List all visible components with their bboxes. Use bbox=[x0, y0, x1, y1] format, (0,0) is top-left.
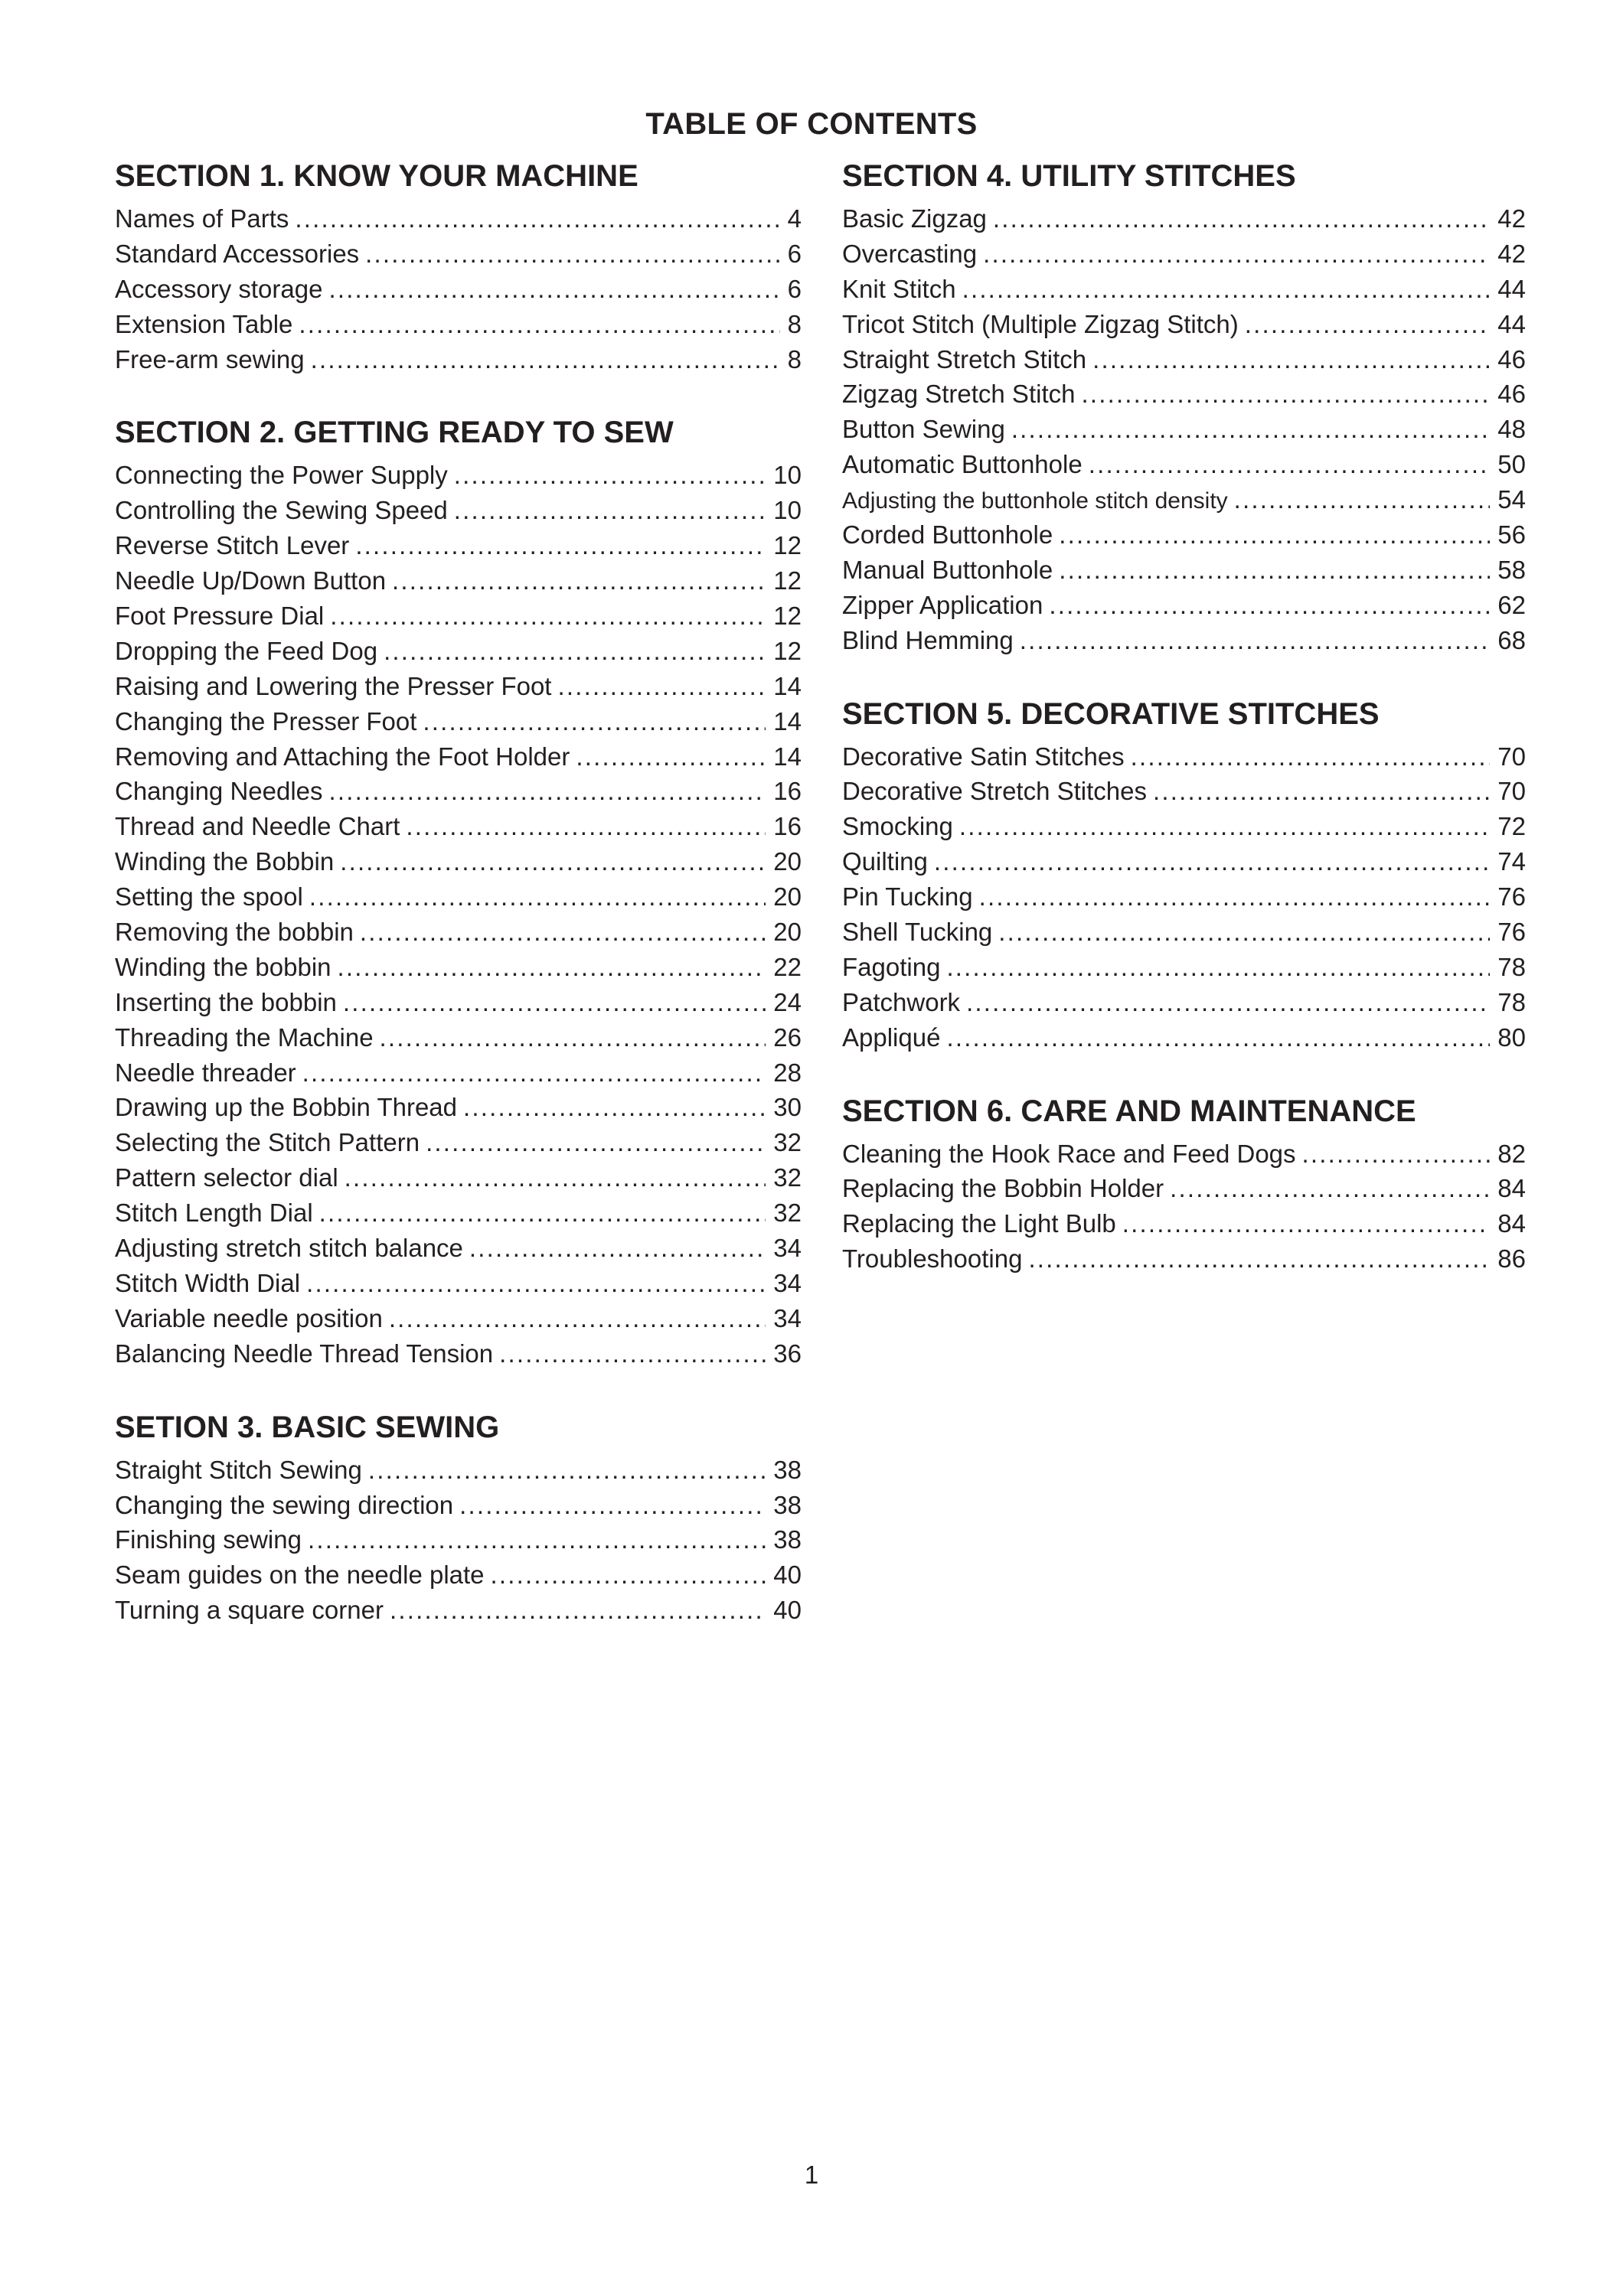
toc-entry-title: Inserting the bobbin bbox=[115, 987, 337, 1016]
dot-leader bbox=[295, 201, 779, 236]
section-heading: SECTION 1. KNOW YOUR MACHINE bbox=[115, 159, 638, 193]
dot-leader bbox=[998, 915, 1490, 950]
toc-entry-page: 8 bbox=[787, 309, 802, 338]
toc-entry-title: Smocking bbox=[842, 812, 953, 841]
toc-entry-title: Changing the sewing direction bbox=[115, 1490, 454, 1519]
toc-entry[interactable] bbox=[115, 669, 802, 704]
toc-entry[interactable] bbox=[842, 879, 1526, 915]
toc-entry-title: Variable needle position bbox=[115, 1303, 383, 1332]
toc-entry[interactable] bbox=[842, 623, 1526, 658]
toc-entry-page: 38 bbox=[773, 1525, 802, 1554]
toc-entry-page: 34 bbox=[773, 1234, 802, 1263]
toc-entry[interactable] bbox=[115, 458, 802, 493]
toc-list bbox=[842, 739, 1526, 1055]
toc-entry-page: 46 bbox=[1497, 380, 1526, 409]
dot-leader bbox=[454, 493, 766, 528]
toc-list bbox=[115, 458, 802, 1371]
toc-entry[interactable] bbox=[115, 1557, 802, 1593]
toc-entry-page: 20 bbox=[773, 882, 802, 912]
toc-entry[interactable] bbox=[115, 634, 802, 669]
toc-entry-page: 42 bbox=[1497, 204, 1526, 233]
toc-entry-page: 42 bbox=[1497, 239, 1526, 268]
toc-entry-page: 12 bbox=[773, 636, 802, 665]
toc-entry-title: Finishing sewing bbox=[115, 1525, 302, 1554]
toc-entry-title: Replacing the Bobbin Holder bbox=[842, 1174, 1164, 1203]
toc-entry[interactable] bbox=[115, 307, 802, 342]
dot-leader bbox=[406, 809, 766, 844]
toc-entry-title: Adjusting the buttonhole stitch density bbox=[842, 488, 1228, 514]
toc-entry-title: Needle threader bbox=[115, 1058, 296, 1087]
dot-leader bbox=[934, 844, 1490, 879]
toc-entry[interactable] bbox=[115, 844, 802, 879]
toc-entry-title: Straight Stitch Sewing bbox=[115, 1455, 362, 1484]
toc-entry-title: Dropping the Feed Dog bbox=[115, 636, 378, 665]
toc-entry-title: Thread and Needle Chart bbox=[115, 812, 400, 841]
toc-entry-title: Winding the Bobbin bbox=[115, 847, 335, 876]
toc-entry-page: 38 bbox=[773, 1455, 802, 1484]
dot-leader bbox=[380, 1020, 766, 1055]
toc-entry-page: 6 bbox=[787, 239, 802, 268]
toc-entry[interactable] bbox=[842, 950, 1526, 985]
toc-entry[interactable] bbox=[842, 774, 1526, 809]
toc-entry-page: 32 bbox=[773, 1163, 802, 1192]
toc-entry[interactable] bbox=[842, 272, 1526, 307]
toc-section bbox=[842, 1092, 1526, 1277]
toc-entry[interactable] bbox=[842, 377, 1526, 412]
toc-list bbox=[115, 201, 802, 377]
toc-entry[interactable] bbox=[842, 844, 1526, 879]
toc-entry[interactable] bbox=[115, 1055, 802, 1091]
dot-leader bbox=[360, 915, 766, 950]
dot-leader bbox=[343, 985, 766, 1020]
toc-entry-title: Patchwork bbox=[842, 987, 961, 1016]
dot-leader bbox=[345, 1160, 766, 1195]
dot-leader bbox=[426, 1125, 766, 1160]
toc-entry[interactable] bbox=[842, 985, 1526, 1020]
toc-entry-page: 58 bbox=[1497, 555, 1526, 584]
toc-entry-page: 32 bbox=[773, 1199, 802, 1228]
dot-leader bbox=[1131, 739, 1491, 775]
toc-entry-page: 78 bbox=[1497, 987, 1526, 1016]
dot-leader bbox=[1089, 447, 1491, 482]
toc-entry[interactable] bbox=[115, 1231, 802, 1266]
toc-entry-title: Seam guides on the needle plate bbox=[115, 1561, 485, 1590]
left-column bbox=[115, 157, 802, 1628]
dot-leader bbox=[1153, 774, 1490, 809]
toc-entry-title: Turning a square corner bbox=[115, 1596, 384, 1625]
toc-entry[interactable] bbox=[115, 342, 802, 377]
toc-entry-title: Pin Tucking bbox=[842, 882, 973, 912]
dot-leader bbox=[1245, 307, 1491, 342]
section-heading: SECTION 5. DECORATIVE STITCHES bbox=[842, 696, 1380, 731]
toc-entry-title: Replacing the Light Bulb bbox=[842, 1209, 1116, 1238]
toc-entry-page: 70 bbox=[1497, 777, 1526, 806]
toc-entry-title: Basic Zigzag bbox=[842, 204, 987, 233]
toc-entry-page: 72 bbox=[1497, 812, 1526, 841]
page-title: TABLE OF CONTENTS bbox=[645, 107, 978, 141]
dot-leader bbox=[959, 809, 1490, 844]
toc-entry-page: 50 bbox=[1497, 450, 1526, 479]
toc-entry-page: 12 bbox=[773, 531, 802, 560]
toc-entry-title: Extension Table bbox=[115, 309, 293, 338]
dot-leader bbox=[355, 528, 766, 563]
toc-list bbox=[842, 1137, 1526, 1277]
toc-list bbox=[842, 201, 1526, 658]
toc-entry[interactable] bbox=[115, 1125, 802, 1160]
toc-entry-title: Knit Stitch bbox=[842, 274, 956, 303]
dot-leader bbox=[979, 879, 1491, 915]
dot-leader bbox=[392, 563, 766, 598]
toc-entry-title: Drawing up the Bobbin Thread bbox=[115, 1093, 458, 1122]
toc-entry-page: 80 bbox=[1497, 1022, 1526, 1052]
section-heading: SETION 3. BASIC SEWING bbox=[115, 1410, 500, 1444]
dot-leader bbox=[1092, 342, 1490, 377]
toc-entry-title: Reverse Stitch Lever bbox=[115, 531, 350, 560]
toc-entry[interactable] bbox=[115, 739, 802, 775]
toc-entry-page: 36 bbox=[773, 1339, 802, 1368]
dot-leader bbox=[469, 1231, 766, 1266]
right-column bbox=[842, 157, 1526, 1277]
dot-leader bbox=[338, 950, 766, 985]
toc-entry-page: 38 bbox=[773, 1490, 802, 1519]
dot-leader bbox=[299, 307, 779, 342]
toc-entry-title: Stitch Width Dial bbox=[115, 1268, 301, 1297]
dot-leader bbox=[329, 774, 766, 809]
toc-entry[interactable] bbox=[842, 447, 1526, 482]
toc-entry-title: Changing Needles bbox=[115, 777, 323, 806]
toc-entry[interactable] bbox=[115, 774, 802, 809]
toc-entry-page: 26 bbox=[773, 1022, 802, 1052]
dot-leader bbox=[319, 1195, 766, 1231]
toc-entry-title: Cleaning the Hook Race and Feed Dogs bbox=[842, 1139, 1296, 1168]
toc-entry-page: 12 bbox=[773, 602, 802, 631]
section-heading: SECTION 6. CARE AND MAINTENANCE bbox=[842, 1094, 1416, 1128]
toc-entry[interactable] bbox=[115, 1336, 802, 1371]
toc-entry-title: Shell Tucking bbox=[842, 918, 993, 947]
dot-leader bbox=[1170, 1171, 1490, 1206]
toc-entry-page: 56 bbox=[1497, 520, 1526, 550]
toc-entry-page: 76 bbox=[1497, 882, 1526, 912]
toc-entry[interactable] bbox=[842, 201, 1526, 236]
toc-entry-title: Button Sewing bbox=[842, 415, 1005, 444]
dot-leader bbox=[302, 1055, 766, 1091]
toc-entry-page: 76 bbox=[1497, 918, 1526, 947]
toc-entry-title: Selecting the Stitch Pattern bbox=[115, 1128, 420, 1157]
toc-entry-page: 84 bbox=[1497, 1209, 1526, 1238]
toc-entry-title: Foot Pressure Dial bbox=[115, 602, 325, 631]
dot-leader bbox=[1122, 1206, 1491, 1241]
toc-entry[interactable] bbox=[115, 809, 802, 844]
toc-entry[interactable] bbox=[842, 236, 1526, 272]
dot-leader bbox=[1059, 517, 1490, 553]
toc-entry-title: Accessory storage bbox=[115, 274, 323, 303]
toc-entry-page: 82 bbox=[1497, 1139, 1526, 1168]
toc-section bbox=[115, 157, 802, 377]
toc-entry[interactable] bbox=[842, 809, 1526, 844]
dot-leader bbox=[311, 342, 780, 377]
toc-entry[interactable] bbox=[115, 950, 802, 985]
dot-leader bbox=[1049, 588, 1490, 623]
toc-entry[interactable] bbox=[842, 1020, 1526, 1055]
toc-entry-page: 40 bbox=[773, 1596, 802, 1625]
toc-entry[interactable] bbox=[115, 563, 802, 598]
toc-entry-title: Straight Stretch Stitch bbox=[842, 344, 1087, 373]
toc-entry[interactable] bbox=[115, 1301, 802, 1336]
toc-entry[interactable] bbox=[842, 1137, 1526, 1172]
toc-entry-page: 78 bbox=[1497, 952, 1526, 981]
dot-leader bbox=[328, 272, 779, 307]
toc-entry-page: 54 bbox=[1497, 485, 1526, 514]
dot-leader bbox=[993, 201, 1490, 236]
toc-entry-page: 30 bbox=[773, 1093, 802, 1122]
dot-leader bbox=[1081, 377, 1490, 412]
toc-entry[interactable] bbox=[842, 1171, 1526, 1206]
toc-entry-page: 84 bbox=[1497, 1174, 1526, 1203]
toc-entry[interactable] bbox=[115, 879, 802, 915]
toc-section bbox=[842, 157, 1526, 658]
toc-entry-page: 62 bbox=[1497, 590, 1526, 619]
page-number: 1 bbox=[804, 2161, 819, 2189]
toc-entry[interactable] bbox=[115, 272, 802, 307]
toc-entry-page: 20 bbox=[773, 918, 802, 947]
toc-entry[interactable] bbox=[842, 517, 1526, 553]
toc-entry[interactable] bbox=[115, 236, 802, 272]
toc-entry-title: Removing the bobbin bbox=[115, 918, 354, 947]
toc-entry-title: Manual Buttonhole bbox=[842, 555, 1053, 584]
toc-entry[interactable] bbox=[842, 588, 1526, 623]
toc-entry-page: 34 bbox=[773, 1268, 802, 1297]
dot-leader bbox=[330, 598, 766, 634]
toc-entry-title: Tricot Stitch (Multiple Zigzag Stitch) bbox=[842, 309, 1239, 338]
dot-leader bbox=[454, 458, 766, 493]
dot-leader bbox=[557, 669, 766, 704]
toc-entry-title: Free-arm sewing bbox=[115, 344, 305, 373]
dot-leader bbox=[1302, 1137, 1491, 1172]
toc-entry-page: 40 bbox=[773, 1561, 802, 1590]
toc-entry-title: Blind Hemming bbox=[842, 625, 1014, 654]
toc-entry-page: 70 bbox=[1497, 742, 1526, 771]
dot-leader bbox=[1020, 623, 1491, 658]
toc-entry[interactable] bbox=[842, 482, 1526, 517]
toc-entry-page: 34 bbox=[773, 1303, 802, 1332]
toc-entry[interactable] bbox=[842, 553, 1526, 588]
toc-entry-title: Controlling the Sewing Speed bbox=[115, 496, 448, 525]
toc-entry-title: Threading the Machine bbox=[115, 1022, 374, 1052]
toc-entry-title: Raising and Lowering the Presser Foot bbox=[115, 671, 552, 700]
toc-entry-page: 16 bbox=[773, 812, 802, 841]
dot-leader bbox=[1011, 412, 1490, 447]
dot-leader bbox=[384, 634, 766, 669]
toc-section bbox=[115, 1408, 802, 1628]
toc-entry-page: 10 bbox=[773, 496, 802, 525]
toc-entry[interactable] bbox=[115, 201, 802, 236]
dot-leader bbox=[962, 272, 1491, 307]
dot-leader bbox=[309, 879, 766, 915]
toc-entry-title: Pattern selector dial bbox=[115, 1163, 338, 1192]
toc-entry-page: 44 bbox=[1497, 274, 1526, 303]
dot-leader bbox=[1059, 553, 1490, 588]
toc-entry-title: Overcasting bbox=[842, 239, 978, 268]
dot-leader bbox=[459, 1488, 766, 1523]
toc-entry-title: Corded Buttonhole bbox=[842, 520, 1053, 550]
toc-entry-page: 4 bbox=[787, 204, 802, 233]
toc-entry[interactable] bbox=[115, 1020, 802, 1055]
dot-leader bbox=[308, 1522, 766, 1557]
toc-entry-page: 28 bbox=[773, 1058, 802, 1087]
toc-entry[interactable] bbox=[842, 412, 1526, 447]
toc-entry-page: 8 bbox=[787, 344, 802, 373]
section-heading: SECTION 4. UTILITY STITCHES bbox=[842, 159, 1296, 193]
toc-entry-title: Fagoting bbox=[842, 952, 941, 981]
dot-leader bbox=[946, 1020, 1490, 1055]
toc-entry-title: Balancing Needle Thread Tension bbox=[115, 1339, 494, 1368]
toc-entry-title: Standard Accessories bbox=[115, 239, 360, 268]
toc-entry-title: Winding the bobbin bbox=[115, 952, 331, 981]
toc-entry[interactable] bbox=[115, 1090, 802, 1125]
dot-leader bbox=[368, 1453, 766, 1488]
toc-entry-title: Zipper Application bbox=[842, 590, 1043, 619]
toc-entry[interactable] bbox=[115, 1266, 802, 1301]
toc-section bbox=[115, 413, 802, 1371]
toc-section bbox=[842, 695, 1526, 1055]
dot-leader bbox=[340, 844, 766, 879]
dot-leader bbox=[491, 1557, 766, 1593]
toc-entry-title: Connecting the Power Supply bbox=[115, 461, 448, 490]
toc-entry-title: Decorative Satin Stitches bbox=[842, 742, 1125, 771]
toc-entry-title: Changing the Presser Foot bbox=[115, 706, 417, 735]
toc-entry[interactable] bbox=[115, 1488, 802, 1523]
toc-entry[interactable] bbox=[115, 1593, 802, 1628]
toc-entry[interactable] bbox=[842, 1241, 1526, 1277]
toc-entry-page: 14 bbox=[773, 706, 802, 735]
dot-leader bbox=[576, 739, 766, 775]
toc-entry-title: Troubleshooting bbox=[842, 1244, 1023, 1274]
toc-list bbox=[115, 1453, 802, 1628]
toc-entry[interactable] bbox=[115, 598, 802, 634]
toc-entry-page: 10 bbox=[773, 461, 802, 490]
toc-entry[interactable] bbox=[115, 985, 802, 1020]
toc-entry-page: 14 bbox=[773, 742, 802, 771]
toc-entry-page: 86 bbox=[1497, 1244, 1526, 1274]
toc-entry[interactable] bbox=[842, 1206, 1526, 1241]
toc-entry[interactable] bbox=[115, 1522, 802, 1557]
toc-entry-title: Appliqué bbox=[842, 1022, 941, 1052]
toc-entry-title: Decorative Stretch Stitches bbox=[842, 777, 1147, 806]
toc-entry[interactable] bbox=[842, 342, 1526, 377]
toc-entry-page: 14 bbox=[773, 671, 802, 700]
toc-entry-title: Zigzag Stretch Stitch bbox=[842, 380, 1076, 409]
dot-leader bbox=[1028, 1241, 1490, 1277]
toc-entry-page: 22 bbox=[773, 952, 802, 981]
toc-entry-page: 48 bbox=[1497, 415, 1526, 444]
dot-leader bbox=[463, 1090, 766, 1125]
toc-entry[interactable] bbox=[115, 528, 802, 563]
toc-entry[interactable] bbox=[115, 1453, 802, 1488]
toc-entry-title: Removing and Attaching the Foot Holder bbox=[115, 742, 570, 771]
toc-entry[interactable] bbox=[842, 915, 1526, 950]
toc-entry-page: 6 bbox=[787, 274, 802, 303]
toc-entry[interactable] bbox=[115, 915, 802, 950]
dot-leader bbox=[1234, 482, 1491, 517]
dot-leader bbox=[389, 1301, 766, 1336]
dot-leader bbox=[499, 1336, 766, 1371]
toc-entry-page: 68 bbox=[1497, 625, 1526, 654]
toc-entry-title: Needle Up/Down Button bbox=[115, 566, 387, 595]
toc-entry-title: Quilting bbox=[842, 847, 928, 876]
dot-leader bbox=[966, 985, 1490, 1020]
toc-entry-title: Automatic Buttonhole bbox=[842, 450, 1083, 479]
dot-leader bbox=[423, 704, 766, 739]
toc-entry-page: 46 bbox=[1497, 344, 1526, 373]
toc-entry-title: Stitch Length Dial bbox=[115, 1199, 313, 1228]
toc-entry[interactable] bbox=[115, 704, 802, 739]
toc-entry-page: 12 bbox=[773, 566, 802, 595]
toc-entry-title: Names of Parts bbox=[115, 204, 289, 233]
dot-leader bbox=[390, 1593, 766, 1628]
toc-entry-page: 74 bbox=[1497, 847, 1526, 876]
toc-entry[interactable] bbox=[115, 493, 802, 528]
toc-entry[interactable] bbox=[842, 739, 1526, 775]
toc-entry-page: 20 bbox=[773, 847, 802, 876]
dot-leader bbox=[306, 1266, 766, 1301]
toc-entry[interactable] bbox=[842, 307, 1526, 342]
dot-leader bbox=[983, 236, 1490, 272]
toc-entry-title: Setting the spool bbox=[115, 882, 303, 912]
dot-leader bbox=[946, 950, 1490, 985]
toc-entry-page: 32 bbox=[773, 1128, 802, 1157]
toc-entry[interactable] bbox=[115, 1195, 802, 1231]
section-heading: SECTION 2. GETTING READY TO SEW bbox=[115, 416, 674, 450]
dot-leader bbox=[365, 236, 779, 272]
toc-entry[interactable] bbox=[115, 1160, 802, 1195]
toc-entry-page: 24 bbox=[773, 987, 802, 1016]
toc-entry-page: 16 bbox=[773, 777, 802, 806]
toc-entry-page: 44 bbox=[1497, 309, 1526, 338]
toc-entry-title: Adjusting stretch stitch balance bbox=[115, 1234, 463, 1263]
